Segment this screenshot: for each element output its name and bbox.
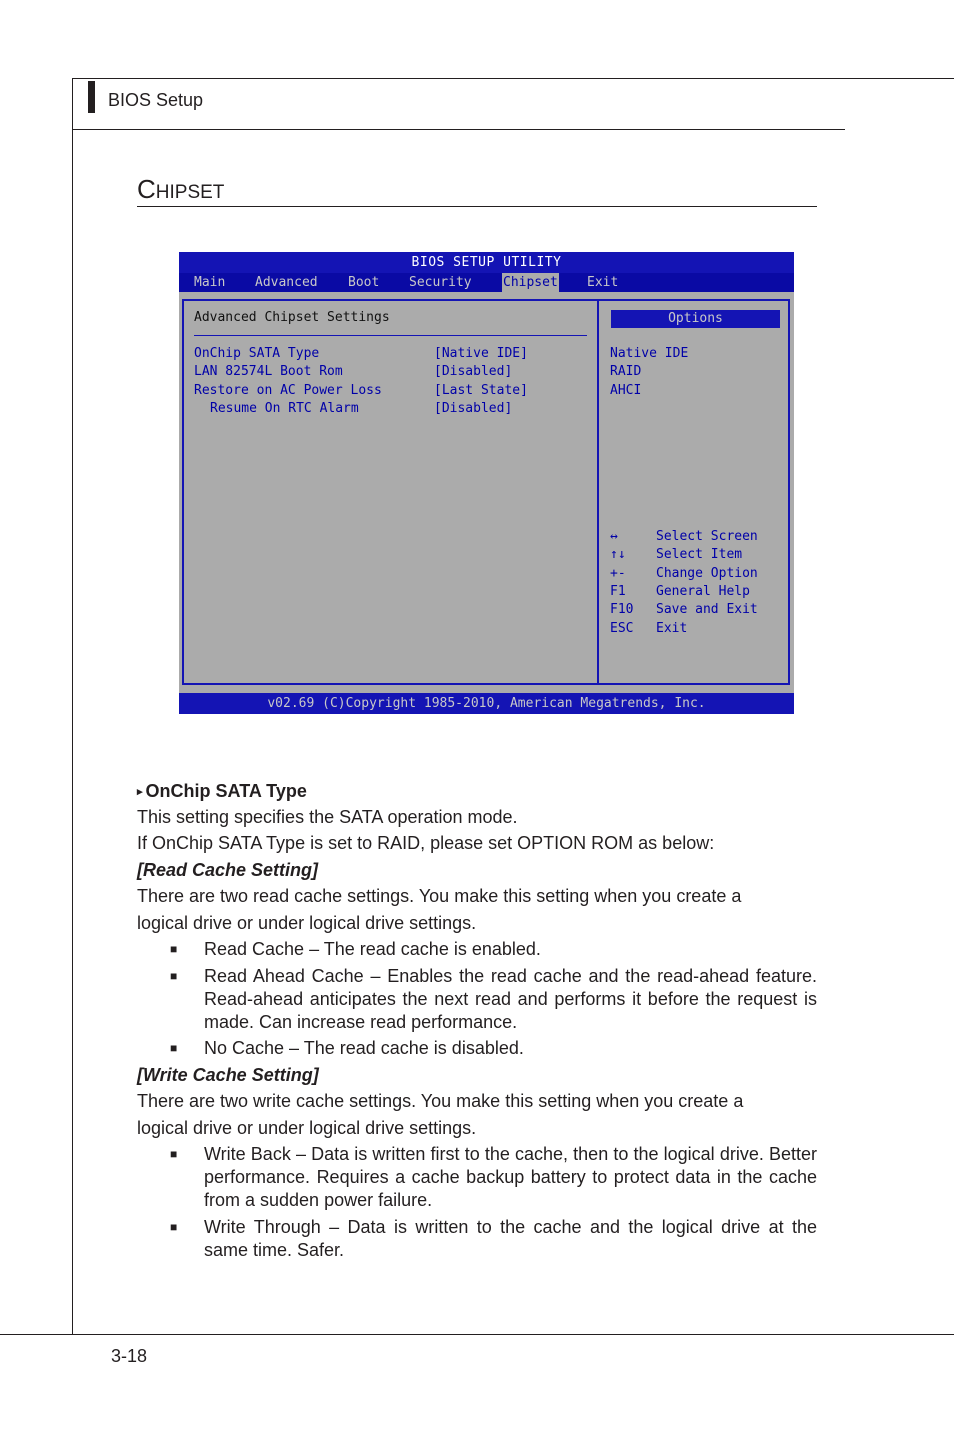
- bios-screenshot: [179, 252, 794, 714]
- bios-help-key: ↑↓: [610, 547, 626, 562]
- paragraph: There are two read cache settings. You make this setting when you create a: [137, 886, 742, 906]
- section-title-rest: HIPSET: [155, 182, 225, 203]
- list-item: Write Back – Data is written first to the cache, then to the logical drive. Better performance. Requires a cache backup battery to protect data in the cache from a sudden power failure.: [204, 1144, 817, 1210]
- list-item: Read Ahead Cache – Enables the read cache and the read-ahead feature. Read-ahead anticipates the next read and performs it before the request is made. Can increase read performance.: [204, 966, 817, 1032]
- bios-help-desc: Save and Exit: [656, 602, 758, 617]
- section-title-initial: C: [137, 174, 156, 204]
- bios-setting-resume-rtc-alarm[interactable]: Resume On RTC Alarm: [210, 401, 359, 416]
- bios-menu-chipset[interactable]: Chipset: [503, 275, 558, 290]
- square-bullet-icon: ■: [170, 1041, 178, 1055]
- page-frame-left-rule: [72, 78, 73, 1335]
- bios-setting-value[interactable]: [Disabled]: [434, 364, 513, 379]
- page-frame-top-rule: [72, 78, 954, 79]
- header-rule: [72, 129, 845, 130]
- paragraph: logical drive or under logical drive settings.: [137, 1118, 477, 1138]
- bios-setting-value[interactable]: [Native IDE]: [434, 346, 528, 361]
- bios-setting-restore-ac-power[interactable]: Restore on AC Power Loss: [194, 383, 382, 398]
- page-frame-bottom-rule: [0, 1334, 954, 1335]
- triangle-bullet-icon: ▸: [137, 786, 143, 798]
- bios-menu-exit[interactable]: Exit: [587, 275, 619, 290]
- paragraph: logical drive or under logical drive settings.: [137, 913, 477, 933]
- bios-help-desc: Exit: [656, 621, 688, 636]
- read-cache-heading: [Read Cache Setting]: [137, 860, 319, 880]
- bios-option-native-ide[interactable]: Native IDE: [610, 346, 689, 361]
- square-bullet-icon: ■: [170, 969, 178, 983]
- bios-help-desc: Select Item: [656, 547, 743, 562]
- bios-help-key: F1: [610, 584, 626, 599]
- square-bullet-icon: ■: [170, 1147, 178, 1161]
- running-header: BIOS Setup: [108, 90, 204, 110]
- section-title-rule: [137, 206, 817, 207]
- paragraph: This setting specifies the SATA operation mode.: [137, 807, 518, 827]
- bios-help-key: ↔: [610, 529, 618, 544]
- bios-option-ahci[interactable]: AHCI: [610, 383, 642, 398]
- header-marker-bar: [88, 81, 95, 113]
- write-cache-heading: [Write Cache Setting]: [137, 1065, 319, 1085]
- page-number: 3-18: [111, 1346, 148, 1366]
- bios-help-key: ESC: [610, 621, 634, 636]
- list-item: Read Cache – The read cache is enabled.: [204, 939, 541, 959]
- bios-option-raid[interactable]: RAID: [610, 364, 642, 379]
- bios-menu-security[interactable]: Security: [409, 275, 472, 290]
- bios-help-desc: General Help: [656, 584, 750, 599]
- bios-setting-onchip-sata-type[interactable]: OnChip SATA Type: [194, 346, 320, 361]
- bios-options-header: Options: [611, 310, 780, 328]
- square-bullet-icon: ■: [170, 1220, 178, 1234]
- bios-panel-title: Advanced Chipset Settings: [194, 310, 390, 325]
- section-title: [137, 172, 224, 210]
- bios-help-desc: Change Option: [656, 566, 758, 581]
- bios-help-key: F10: [610, 602, 634, 617]
- list-item: Write Through – Data is written to the cache and the logical drive at the same time. Safer.: [204, 1217, 817, 1260]
- bios-menu-bar: [179, 273, 794, 292]
- setting-heading-text: OnChip SATA Type: [145, 781, 307, 801]
- bios-menu-boot[interactable]: Boot: [348, 275, 380, 290]
- bios-copyright-footer: v02.69 (C)Copyright 1985-2010, American Megatrends, Inc.: [179, 693, 794, 714]
- bios-help-desc: Select Screen: [656, 529, 758, 544]
- bios-setting-value[interactable]: [Last State]: [434, 383, 528, 398]
- list-item: No Cache – The read cache is disabled.: [204, 1038, 524, 1058]
- bios-setting-lan-boot-rom[interactable]: LAN 82574L Boot Rom: [194, 364, 343, 379]
- bios-panel-title-rule: [194, 335, 587, 336]
- bios-menu-advanced[interactable]: Advanced: [255, 275, 318, 290]
- paragraph: There are two write cache settings. You make this setting when you create a: [137, 1091, 744, 1111]
- bios-setting-value[interactable]: [Disabled]: [434, 401, 513, 416]
- bios-menu-main[interactable]: Main: [194, 275, 226, 290]
- bios-help-key: +-: [610, 566, 626, 581]
- bios-title: BIOS SETUP UTILITY: [179, 252, 794, 273]
- bios-panel-divider: [597, 299, 599, 685]
- setting-heading: [137, 780, 307, 806]
- paragraph: If OnChip SATA Type is set to RAID, please set OPTION ROM as below:: [137, 833, 715, 853]
- square-bullet-icon: ■: [170, 942, 178, 956]
